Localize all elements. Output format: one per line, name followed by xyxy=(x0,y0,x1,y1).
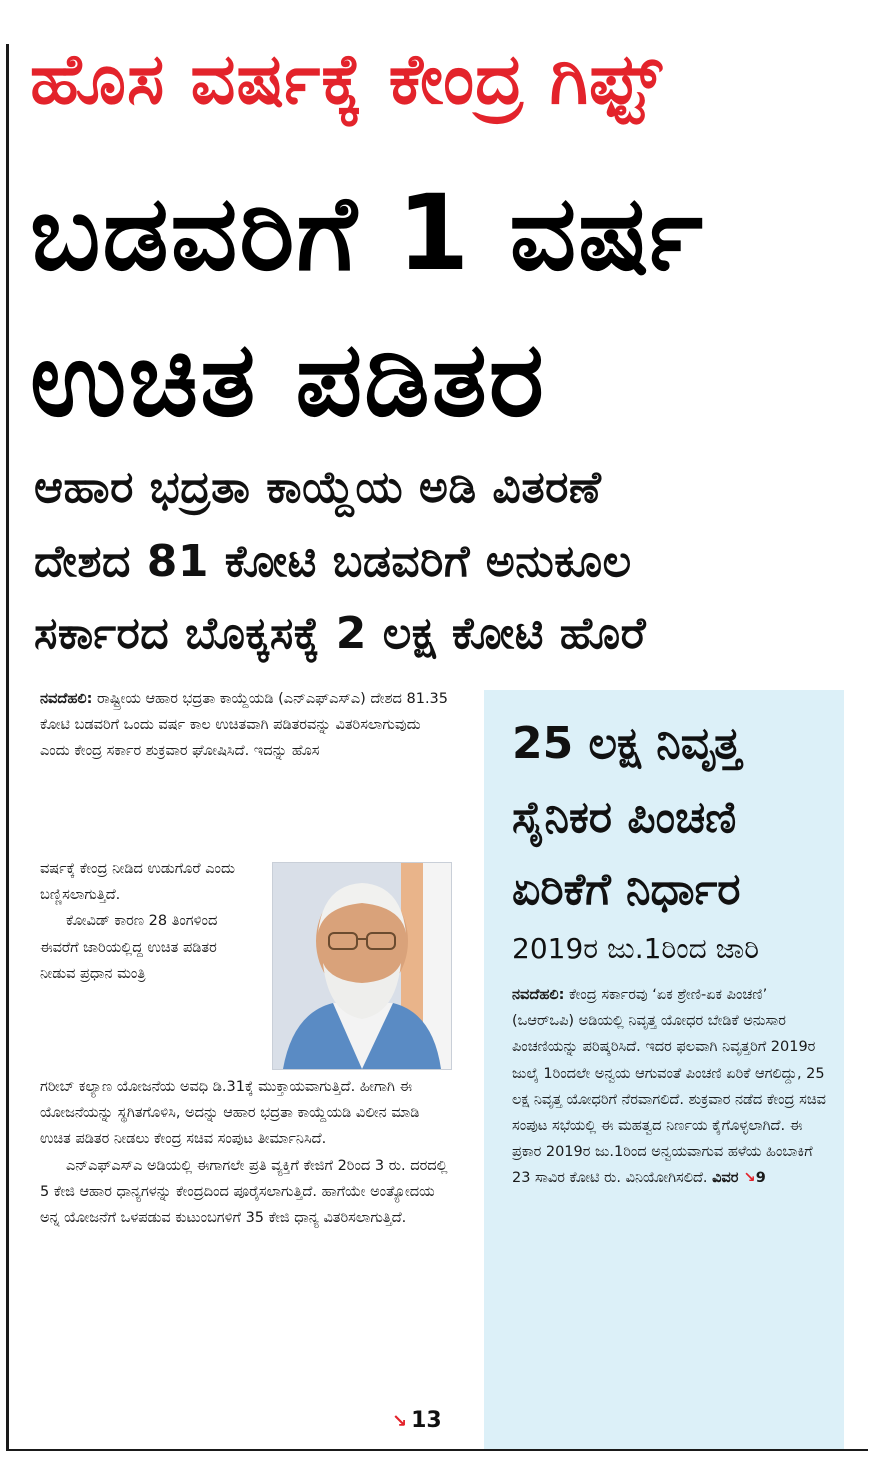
main-story-body xyxy=(40,1074,450,1231)
sidebar-headline-line-3: ಏರಿಕೆಗೆ ನಿರ್ಧಾರ xyxy=(512,864,741,915)
deck-line-3: ಸರ್ಕಾರದ ಬೊಕ್ಕಸಕ್ಕೆ 2 ಲಕ್ಷ ಕೋಟಿ ಹೊರೆ xyxy=(34,608,647,659)
sidebar-headline-line-2: ಸೈನಿಕರ ಪಿಂಚಣಿ xyxy=(512,792,737,843)
deck-line-2: ದೇಶದ 81 ಕೋಟಿ ಬಡವರಿಗೆ ಅನುಕೂಲ xyxy=(34,536,632,587)
main-continued-page: 13 xyxy=(411,1408,442,1433)
main-story-wrap-text xyxy=(40,856,248,987)
sidebar-story xyxy=(512,982,830,1192)
bottom-rule xyxy=(6,1449,868,1451)
main-paragraph-3: ಎನ್‌ಎಫ್‌ಎಸ್‌ಎ ಅಡಿಯಲ್ಲಿ ಈಗಾಗಲೇ ಪ್ರತಿ ವ್ಯಕ್ತಿಗೆ ಕೇಜಿಗೆ 2ರಿಂದ 3 ರು. ದರದಲ್ಲಿ 5 ಕೇಜಿ ಆಹಾರ ಧಾನ್ಯಗಳನ್ನು ಕೇಂದ್ರದಿಂದ ಪೂರೈಸಲಾಗುತ್ತಿದೆ. ಹಾಗೆಯೇ ಅಂತ್ಯೋದಯ ಅನ್ನ ಯೋಜನೆಗೆ ಒಳಪಡುವ ಕುಟುಂಬಗಳಿಗೆ 35 ಕೇಜಿ ಧಾನ್ಯ ವಿತರಿಸಲಾಗುತ್ತಿದೆ. xyxy=(40,1157,448,1227)
main-paragraph-2-start: ಕೋವಿಡ್ ಕಾರಣ 28 ತಿಂಗಳಿಂದ ಈವರೆಗೆ ಜಾರಿಯಲ್ಲಿದ್ದ ಉಚಿತ ಪಡಿತರ ನೀಡುವ ಪ್ರಧಾನ ಮಂತ್ರಿ xyxy=(40,913,218,982)
main-paragraph-1-end: ವರ್ಷಕ್ಕೆ ಕೇಂದ್ರ ನೀಡಿದ ಉಡುಗೊರೆ ಎಂದು ಬಣ್ಣಿಸಲಾಗುತ್ತಿದೆ. xyxy=(40,861,235,904)
sidebar-body: ಕೇಂದ್ರ ಸರ್ಕಾರವು ‘ಏಕ ಶ್ರೇಣಿ-ಏಕ ಪಿಂಚಣಿ’ (ಒಆರ್‌ಒಪಿ) ಅಡಿಯಲ್ಲಿ ನಿವೃತ್ತ ಯೋಧರ ಬೇಡಿಕೆ ಅನುಸಾರ ಪಿಂಚಣಿಯನ್ನು ಪರಿಷ್ಕರಿಸಿದೆ. ಇದರ ಫಲವಾಗಿ ನಿವೃತ್ತರಿಗೆ 2019ರ ಜುಲೈ 1ರಿಂದಲೇ ಅನ್ವಯ ಆಗುವಂತೆ ಪಿಂಚಣಿ ಏರಿಕೆ ಆಗಲಿದ್ದು, 25 ಲಕ್ಷ ನಿವೃತ್ತ ಯೋಧರಿಗೆ ನೆರವಾಗಲಿದೆ. ಶುಕ್ರವಾರ ನಡೆದ ಕೇಂದ್ರ ಸಚಿವ ಸಂಪುಟ ಸಭೆಯಲ್ಲಿ ಈ ಮಹತ್ವದ ನಿರ್ಣಯ ಕೈಗೊಳ್ಳಲಾಗಿದೆ. ಈ ಪ್ರಕಾರ 2019ರ ಜು.1ರಿಂದ ಅನ್ವಯವಾಗುವ ಹಳೆಯ ಹಿಂಬಾಕಿಗೆ 23 ಸಾವಿರ ಕೋಟಿ ರು. ವಿನಿಯೋಗಿಸಲಿದೆ. xyxy=(512,987,826,1187)
main-paragraph-2-end: ಗರೀಬ್ ಕಲ್ಯಾಣ ಯೋಜನೆಯ ಅವಧಿ ಡಿ.31ಕ್ಕೆ ಮುಕ್ತಾಯವಾಗುತ್ತಿದೆ. ಹೀಗಾಗಿ ಈ ಯೋಜನೆಯನ್ನು ಸ್ಥಗಿತಗೊಳಿಸಿ, ಅದನ್ನು ಆಹಾರ ಭದ್ರತಾ ಕಾಯ್ದೆಯಡಿ ವಿಲೀನ ಮಾಡಿ ಉಚಿತ ಪಡಿತರ ನೀಡಲು ಕೇಂದ್ರ ಸಚಿವ ಸಂಪುಟ ತೀರ್ಮಾನಿಸಿದೆ. xyxy=(40,1079,420,1148)
sidebar-dateline: ನವದೆಹಲಿ: xyxy=(512,987,565,1003)
main-continued-ref[interactable] xyxy=(392,1408,442,1433)
sidebar-continued-page: 9 xyxy=(755,1170,766,1187)
arrow-down-right-icon: ↘ xyxy=(743,1170,756,1187)
left-column-rule xyxy=(6,44,9,1449)
sidebar-details-label: ವಿವರ xyxy=(712,1170,739,1187)
main-headline-line-1: ಬಡವರಿಗೆ 1 ವರ್ಷ xyxy=(30,172,705,294)
sidebar-details-ref[interactable] xyxy=(712,1170,766,1186)
main-dateline: ನವದೆಹಲಿ: xyxy=(40,691,93,707)
pm-portrait-photo xyxy=(272,862,452,1070)
main-paragraph-1: ರಾಷ್ಟ್ರೀಯ ಆಹಾರ ಭದ್ರತಾ ಕಾಯ್ದೆಯಡಿ (ಎನ್‌ಎಫ್‌ಎಸ್‌ಎ) ದೇಶದ 81.35 ಕೋಟಿ ಬಡವರಿಗೆ ಒಂದು ವರ್ಷ ಕಾಲ ಉಚಿತವಾಗಿ ಪಡಿತರವನ್ನು ವಿತರಿಸಲಾಗುವುದು ಎಂದು ಕೇಂದ್ರ ಸರ್ಕಾರ ಶುಕ್ರವಾರ ಘೋಷಿಸಿದೆ. ಇದನ್ನು ಹೊಸ xyxy=(40,691,449,760)
sidebar-headline-line-1: 25 ಲಕ್ಷ ನಿವೃತ್ತ xyxy=(512,718,742,769)
deck-line-1: ಆಹಾರ ಭದ್ರತಾ ಕಾಯ್ದೆಯ ಅಡಿ ವಿತರಣೆ xyxy=(34,462,602,513)
arrow-down-right-icon: ↘ xyxy=(392,1411,408,1432)
main-headline-line-2: ಉಚಿತ ಪಡಿತರ xyxy=(30,318,546,440)
sidebar-subhead: 2019ರ ಜು.1ರಿಂದ ಜಾರಿ xyxy=(512,932,760,965)
main-story-intro xyxy=(40,686,450,765)
kicker-headline: ಹೊಸ ವರ್ಷಕ್ಕೆ ಕೇಂದ್ರ ಗಿಫ್ಟ್ xyxy=(30,38,663,120)
